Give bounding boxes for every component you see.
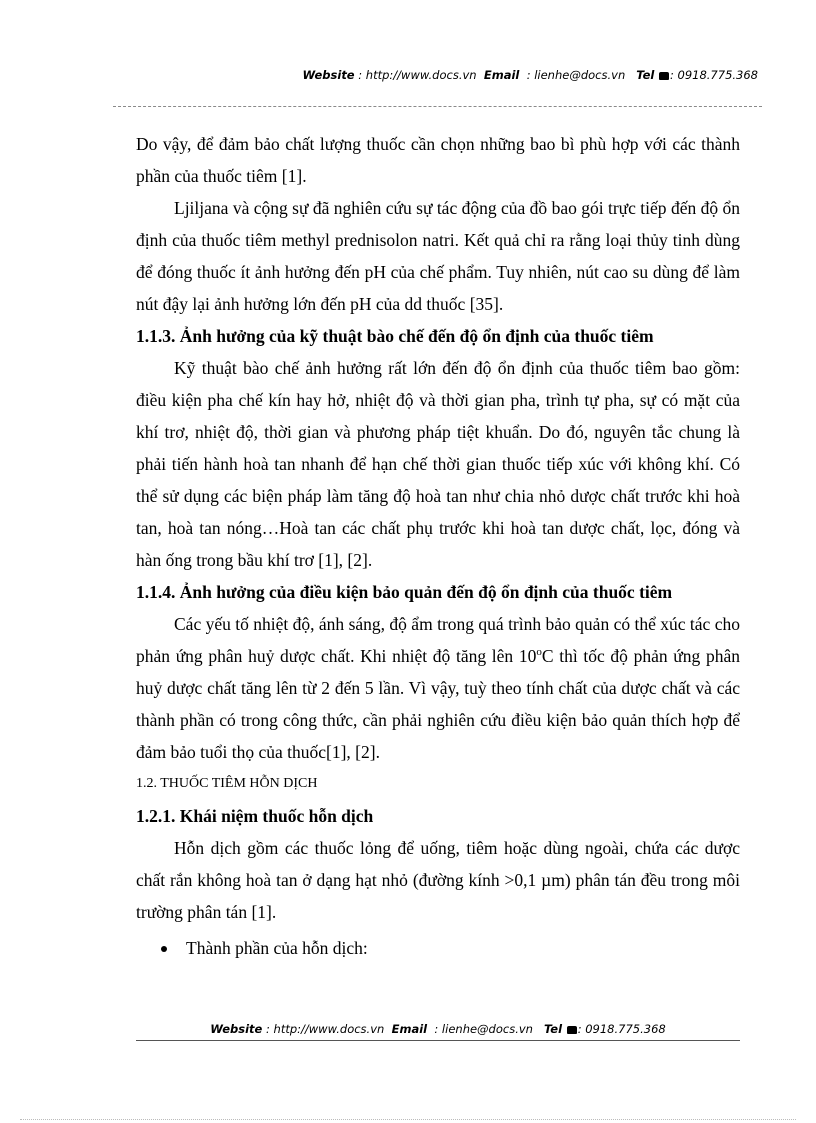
degree-sup: o	[536, 646, 542, 659]
header-tel-value: : 0918.775.368	[669, 68, 758, 82]
header-website-label: Website	[302, 68, 355, 82]
storage-text-a: Các yếu tố nhiệt độ, ánh sáng, độ ẩm trong quá trình bảo quản có thể xúc tác cho phản ứng phân huỷ dược chất. Khi nhiệt độ tăng lên 10	[136, 614, 740, 666]
footer-divider	[136, 1040, 740, 1041]
paragraph-suspension: Hỗn dịch gồm các thuốc lỏng để uống, tiêm hoặc dùng ngoài, chứa các dược chất rắn không hoà tan ở dạng hạt nhỏ (đường kính >0,1 µm) phân tán đều trong môi trường phân tán [1].	[136, 838, 740, 922]
phone-icon	[659, 72, 669, 80]
heading-1-1-4: 1.1.4. Ảnh hưởng của điều kiện bảo quản đến độ ổn định của thuốc tiêm	[136, 582, 673, 602]
paragraph-storage	[136, 608, 740, 768]
paragraph-ljiljana: Ljiljana và cộng sự đã nghiên cứu sự tác động của đồ bao gói trực tiếp đến độ ổn định của thuốc tiêm methyl prednisolon natri. Kết quả chỉ ra rằng loại thủy tinh dùng để đóng thuốc ít ảnh hưởng đến pH của chế phẩm. Tuy nhiên, nút cao su dùng để làm nút đậy lại ảnh hưởng lớn đến pH của dd thuốc [35].	[136, 198, 740, 314]
footer-tel-label: Tel	[543, 1022, 563, 1036]
paragraph-technique: Kỹ thuật bào chế ảnh hưởng rất lớn đến độ ổn định của thuốc tiêm bao gồm: điều kiện pha chế kín hay hở, nhiệt độ và thời gian pha, trình tự pha, sự có mặt của khí trơ, nhiệt độ, thời gian và phương pháp tiệt khuẩn. Do đó, nguyên tắc chung là phải tiến hành hoà tan nhanh để hạn chế thời gian thuốc tiếp xúc với không khí. Có thể sử dụng các biện pháp làm tăng độ hoà tan như chia nhỏ dược chất trước khi hoà tan, hoà tan nóng…Hoà tan các chất phụ trước khi hoà tan dược chất, lọc, đóng và hàn ống trong bầu khí trơ [1], [2].	[136, 358, 740, 570]
header-tel-label: Tel	[636, 68, 655, 82]
page-header	[0, 68, 758, 82]
footer-email-value: : lienhe@docs.vn	[434, 1022, 533, 1036]
bullet-dot-icon	[161, 946, 167, 952]
heading-1-2-1: 1.2.1. Khái niệm thuốc hỗn dịch	[136, 806, 374, 826]
heading-1-1-3: 1.1.3. Ảnh hưởng của kỹ thuật bào chế đến độ ổn định của thuốc tiêm	[136, 326, 654, 346]
phone-icon	[567, 1026, 577, 1034]
footer-website-value: : http://www.docs.vn	[266, 1022, 385, 1036]
footer-email-label: Email	[391, 1022, 428, 1036]
page-bottom-edge	[20, 1119, 796, 1120]
footer-website-label: Website	[210, 1022, 263, 1036]
bullet-text: Thành phần của hỗn dịch:	[186, 938, 368, 958]
footer-tel-value: : 0918.775.368	[577, 1022, 666, 1036]
page-footer	[136, 1022, 740, 1036]
bullet-item	[136, 932, 740, 964]
document-body	[136, 128, 740, 964]
header-divider	[113, 106, 762, 107]
storage-text-b: C thì tốc độ phản ứng phân huỷ dược chất tăng lên từ 2 đến 5 lần. Vì vậy, tuỳ theo tính chất của dược chất và các thành phần có trong công thức, cần phải nghiên cứu điều kiện bảo quản thích hợp để đảm bảo tuổi thọ của thuốc[1], [2].	[136, 646, 740, 762]
header-website-value: : http://www.docs.vn	[358, 68, 477, 82]
header-email-value: : lienhe@docs.vn	[526, 68, 626, 82]
section-1-2-title: 1.2. THUỐC TIÊM HỖN DỊCH	[136, 776, 318, 791]
header-email-label: Email	[483, 68, 520, 82]
paragraph-intro: Do vậy, để đảm bảo chất lượng thuốc cần chọn những bao bì phù hợp với các thành phần của thuốc tiêm [1].	[136, 134, 740, 186]
